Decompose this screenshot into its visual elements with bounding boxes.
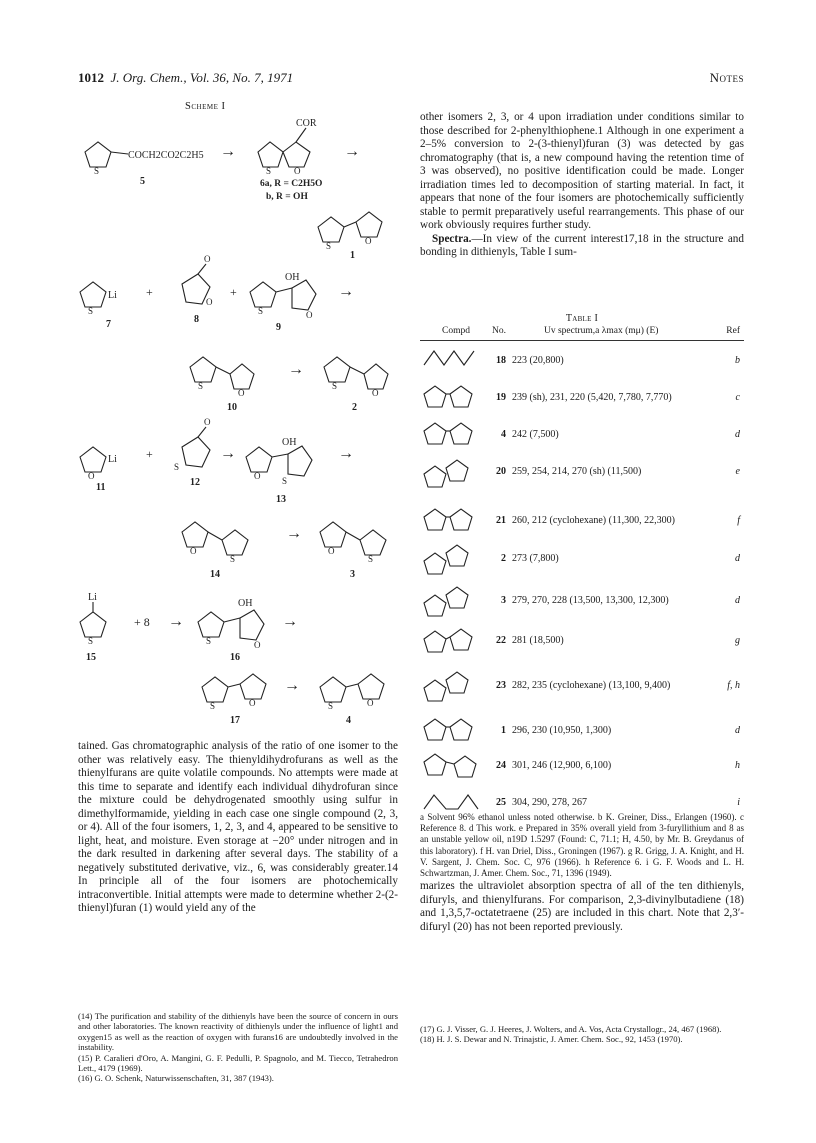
svg-text:S: S [88,306,94,316]
svg-text:S: S [328,701,334,711]
section-label: Notes [709,70,744,85]
svg-text:+: + [230,285,237,299]
table-uv-spectra [420,313,744,341]
svg-text:3: 3 [350,569,355,580]
svg-text:6a, R = C2H5O: 6a, R = C2H5O [260,179,323,189]
col-header-compd: Compd [442,326,470,336]
compound-5 [85,142,204,187]
col-header-no: No. [492,326,506,336]
svg-text:O: O [190,546,197,556]
table-row: 22 281 (18,500) g [420,623,744,657]
structure-19 [420,380,490,414]
svg-text:16: 16 [230,652,240,663]
svg-text:O: O [254,640,261,650]
compound-6 [258,118,322,202]
reaction-arrow: → [338,283,354,300]
svg-text:Li: Li [108,454,117,465]
reaction-arrow: → [338,445,354,462]
spectra-heading: Spectra. [432,232,472,245]
compound-14 [182,522,248,580]
col-header-uv: Uv spectrum,a λmax (mμ) (E) [544,326,659,336]
reaction-arrow: → [220,143,236,160]
reaction-scheme [70,112,410,727]
svg-text:O: O [294,166,301,176]
svg-text:S: S [198,381,204,391]
compound-12 [174,417,211,488]
left-column-bottom [78,740,398,916]
structure-4 [420,417,490,451]
svg-text:9: 9 [276,322,281,333]
footnote-18: (18) H. J. S. Dewar and N. Trinajstic, J. Amer. Chem. Soc., 92, 1453 (1970). [420,1034,683,1045]
structure-22 [420,623,490,657]
svg-text:O: O [204,254,211,264]
table-row: 23 282, 235 (cyclohexane) (13,100, 9,400) f, h [420,668,744,702]
compound-10 [190,357,254,413]
footnote-16: (16) G. O. Schenk, Naturwissenschaften, 31, 387 (1943). [78,1073,274,1084]
svg-text:S: S [282,476,288,486]
footnote-14: (14) The purification and stability of the dithienyls have been the source of concern in ours and other laboratories. The known reactivity of dithienyls under the influence of light1 and oxygen15 as well as the reaction of oxygen with furans16 are undoubtedly involved in the instability. [78,1011,398,1053]
structure-3 [420,583,490,617]
reaction-arrow: → [220,445,236,462]
svg-text:S: S [368,554,374,564]
compound-9 [250,272,316,333]
structure-21 [420,503,490,537]
page-header [78,70,744,90]
svg-text:8: 8 [194,314,199,325]
compound-4 [320,674,384,726]
reaction-arrow: → [284,677,300,694]
spectra-intro: —In view of the current interest17,18 in the structure and bonding in dithienyls, Table I sum- [420,232,744,258]
svg-text:S: S [332,381,338,391]
table-title: Table I [565,313,599,324]
svg-text:O: O [238,388,245,398]
svg-text:S: S [258,306,264,316]
table-row: 2 273 (7,800) d [420,541,744,575]
table-row: 4 242 (7,500) d [420,417,744,451]
structure-1 [420,713,490,747]
svg-text:OH: OH [282,437,297,448]
table-row: 1 296, 230 (10,950, 1,300) d [420,713,744,747]
svg-text:2: 2 [352,402,357,413]
reaction-arrow: → [168,613,184,630]
svg-text:S: S [210,701,216,711]
footnotes-left [78,1011,398,1084]
svg-text:S: S [266,166,272,176]
paragraph-gc-analysis: tained. Gas chromatographic analysis of the ratio of one isomer to the other was relatively easy. The thienyldihydrofurans as well as the thienylfurans are quite volatile compounds. No attempts were made at this time to separate and identify each individual dihydrofuran since the mixture could be dehydrogenated smoothly using sulfur in dimethylformamide, yielding in each case one single compound (2, 3, or 4). All of the four isomers, 1, 2, 3, and 4, appeared to be sensitive to light, heat, and moisture. Even storage at −20° under nitrogen and in the dark resulted in darkening after several days. The stability of a negatively substituted derivative, viz., 6, was considerably greater.14 In principle all of the four isomers are photochemically intraconvertible. Initial attempts were made to determine whether 2-(2-thienyl)furan (1) would yield any of the [78,740,398,914]
header-left [78,70,293,86]
footnotes-right [420,1024,744,1045]
svg-text:b, R = OH: b, R = OH [266,192,308,202]
svg-text:S: S [230,554,236,564]
table-header-rule [420,340,744,341]
table-row: 18 223 (20,800) b [420,343,744,377]
compound-3 [320,522,386,580]
table-row: 20 259, 254, 214, 270 (sh) (11,500) e [420,454,744,488]
scheme-title: Scheme I [185,101,226,112]
reaction-arrow: → [286,525,302,542]
table-row: 24 301, 246 (12,900, 6,100) h [420,748,744,782]
svg-text:O: O [367,698,374,708]
footnote-17: (17) G. J. Visser, G. J. Heeres, J. Wolters, and A. Vos, Acta Crystallogr., 24, 467 (1968). [420,1024,722,1034]
svg-text:11: 11 [96,482,106,493]
right-column-bottom [420,880,744,934]
structure-2 [420,541,490,575]
table-row: 21 260, 212 (cyclohexane) (11,300, 22,300) f [420,503,744,537]
svg-text:Li: Li [108,290,117,301]
journal-citation: J. Org. Chem., Vol. 36, No. 7, 1971 [110,70,294,85]
svg-text:15: 15 [86,652,96,663]
svg-text:COR: COR [296,118,317,129]
compound-7 [80,282,117,330]
svg-text:O: O [306,310,313,320]
svg-text:12: 12 [190,477,200,488]
svg-text:Li: Li [88,592,97,603]
right-column-top [420,111,744,260]
svg-text:S: S [174,462,180,472]
structure-23 [420,668,490,702]
svg-text:S: S [88,636,94,646]
svg-text:+: + [146,285,153,299]
svg-text:O: O [206,297,213,307]
svg-text:14: 14 [210,569,220,580]
footnote-15: (15) P. Caralieri d'Oro, A. Mangini, G. F. Pedulli, P. Spagnolo, and M. Tiecco, Tetrahedron Lett., 4179 (1969). [78,1052,398,1074]
svg-text:O: O [254,471,261,481]
svg-text:13: 13 [276,494,286,505]
table-header-row [420,326,744,340]
compound-15 [80,592,106,663]
paragraph-summary: marizes the ultraviolet absorption spectra of all of the ten dithienyls, difuryls, and thienylfurans. For comparison, 2,3-divinylbutadiene (18) and 1,3,5,7-octatetraene (25) are included in this chart. Note that 2,3′-difuryl (20) has not been reported previously. [420,880,744,933]
svg-text:7: 7 [106,319,111,330]
svg-text:O: O [249,698,256,708]
structure-20 [420,454,490,488]
structure-24 [420,748,490,782]
compound-1 [318,212,382,261]
svg-text:COCH2CO2C2H5: COCH2CO2C2H5 [128,150,204,161]
table-row: 25 304, 290, 278, 267 i [420,785,744,819]
paragraph-spectra [420,233,744,260]
svg-text:+ 8: + 8 [134,615,150,629]
compound-2 [324,357,388,413]
svg-text:O: O [365,236,372,246]
reaction-arrow: → [288,361,304,378]
svg-text:17: 17 [230,715,240,726]
structure-18 [420,343,490,377]
table-row: 19 239 (sh), 231, 220 (5,420, 7,780, 7,770) c [420,380,744,414]
compound-8 [182,254,213,325]
svg-text:4: 4 [346,715,351,726]
paragraph-photochem: other isomers 2, 3, or 4 upon irradiation under conditions similar to those described for 2-phenylthiophene.1 Although in one experiment a 2–5% conversion to 2-(3-thienyl)furan (3) was detected by gas chromatography (that is, a new compound having the retention time of 3 was observed), no positive identification could be made. Longer irradiation times led to decomposition of starting material. In fact, it appears that none of the four isomers are photochemically sufficiently stable to permit preparatively useful rearrangements. This phase of our work obviously requires further study. [420,111,744,231]
compound-11 [80,447,117,493]
svg-text:O: O [88,471,95,481]
col-header-ref: Ref [726,326,740,336]
svg-text:5: 5 [140,176,145,187]
svg-text:1: 1 [350,250,355,261]
svg-text:O: O [204,417,211,427]
compound-16 [198,598,264,663]
table-row: 3 279, 270, 228 (13,500, 13,300, 12,300) d [420,583,744,617]
svg-text:O: O [372,388,379,398]
svg-text:+: + [146,447,153,461]
reaction-arrow: → [344,143,360,160]
page-number: 1012 [78,70,104,85]
svg-text:OH: OH [285,272,300,283]
compound-17 [202,674,266,726]
compound-13 [246,437,312,505]
svg-text:O: O [328,546,335,556]
svg-text:S: S [326,241,332,251]
table-footnotes: a Solvent 96% ethanol unless noted otherwise. b K. Greiner, Diss., Erlangen (1960). c Reference 8. d This work. e Prepared in 35% overall yield from 3-furyllithium and 8 as an unstable yellow oil, n19D 1.5297 (Found: C, 71.1; H, 4.50, by Mr. B. Greydanus of this laboratory). f H. van Driel, Diss., Groningen (1967). g R. Grigg, J. A. Knight, and H. V. Sargent, J. Chem. Soc. C, 976 (1966). h Reference 6. i G. F. Woods and L. H. Schwartzman, J. Amer. Chem. Soc., 71, 1396 (1949). [420,812,744,879]
svg-text:S: S [206,636,212,646]
svg-text:10: 10 [227,402,237,413]
svg-text:OH: OH [238,598,253,609]
reaction-arrow: → [282,613,298,630]
svg-text:S: S [94,166,100,176]
